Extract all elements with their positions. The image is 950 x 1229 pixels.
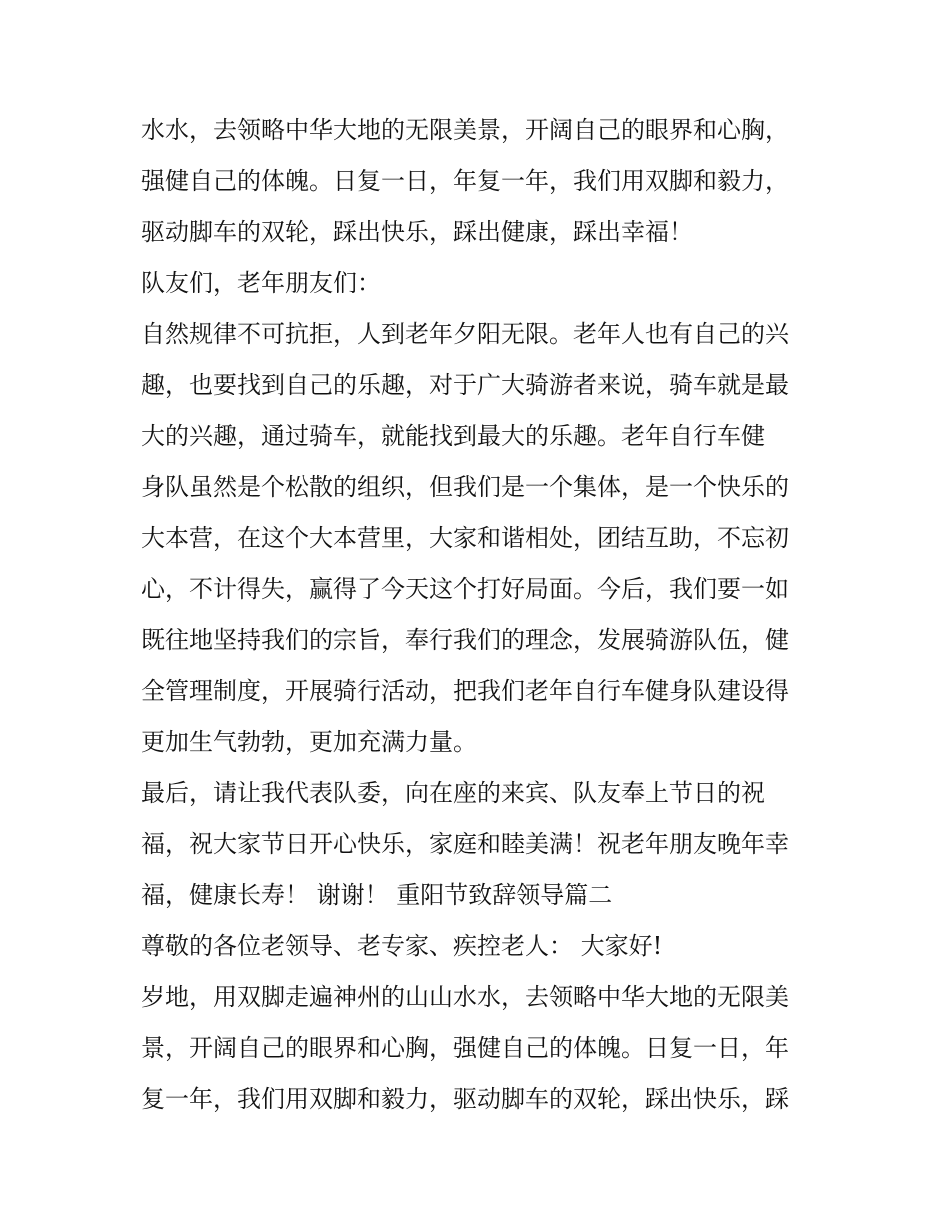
text-line: 大本营，在这个大本营里，大家和谐相处，团结互助，不忘初	[141, 524, 789, 552]
text-line: 更加生气勃勃，更加充满力量。	[141, 728, 477, 756]
body-text	[141, 105, 821, 1125]
text-line: 水水，去领略中华大地的无限美景，开阔自己的眼界和心胸，	[141, 116, 789, 144]
text-line: 尊敬的各位老领导、老专家、疾控老人： 大家好!	[141, 932, 663, 960]
text-line: 福，祝大家节日开心快乐，家庭和睦美满！祝老年朋友晚年幸	[141, 830, 789, 858]
text-line: 队友们，老年朋友们：	[141, 269, 381, 297]
text-line: 自然规律不可抗拒，人到老年夕阳无限。老年人也有自己的兴	[141, 320, 789, 348]
text-line: 全管理制度，开展骑行活动，把我们老年自行车健身队建设得	[141, 677, 789, 705]
text-line: 身队虽然是个松散的组织，但我们是一个集体，是一个快乐的	[141, 473, 789, 501]
text-line: 复一年，我们用双脚和毅力，驱动脚车的双轮，踩出快乐，踩	[141, 1085, 789, 1113]
text-line: 驱动脚车的双轮，踩出快乐，踩出健康，踩出幸福！	[141, 218, 693, 246]
text-line: 强健自己的体魄。日复一日，年复一年，我们用双脚和毅力，	[141, 167, 789, 195]
text-line: 最后，请让我代表队委，向在座的来宾、队友奉上节日的祝	[141, 779, 765, 807]
text-line: 趣，也要找到自己的乐趣，对于广大骑游者来说，骑车就是最	[141, 371, 789, 399]
text-line: 大的兴趣，通过骑车，就能找到最大的乐趣。老年自行车健	[141, 422, 765, 450]
text-line: 福，健康长寿！ 谢谢！ 重阳节致辞领导篇二	[141, 881, 613, 909]
text-line: 景，开阔自己的眼界和心胸，强健自己的体魄。日复一日，年	[141, 1034, 789, 1062]
text-line: 岁地，用双脚走遍神州的山山水水，去领略中华大地的无限美	[141, 983, 789, 1011]
text-line: 心，不计得失，赢得了今天这个打好局面。今后，我们要一如	[141, 575, 789, 603]
text-line: 既往地坚持我们的宗旨，奉行我们的理念，发展骑游队伍，健	[141, 626, 789, 654]
